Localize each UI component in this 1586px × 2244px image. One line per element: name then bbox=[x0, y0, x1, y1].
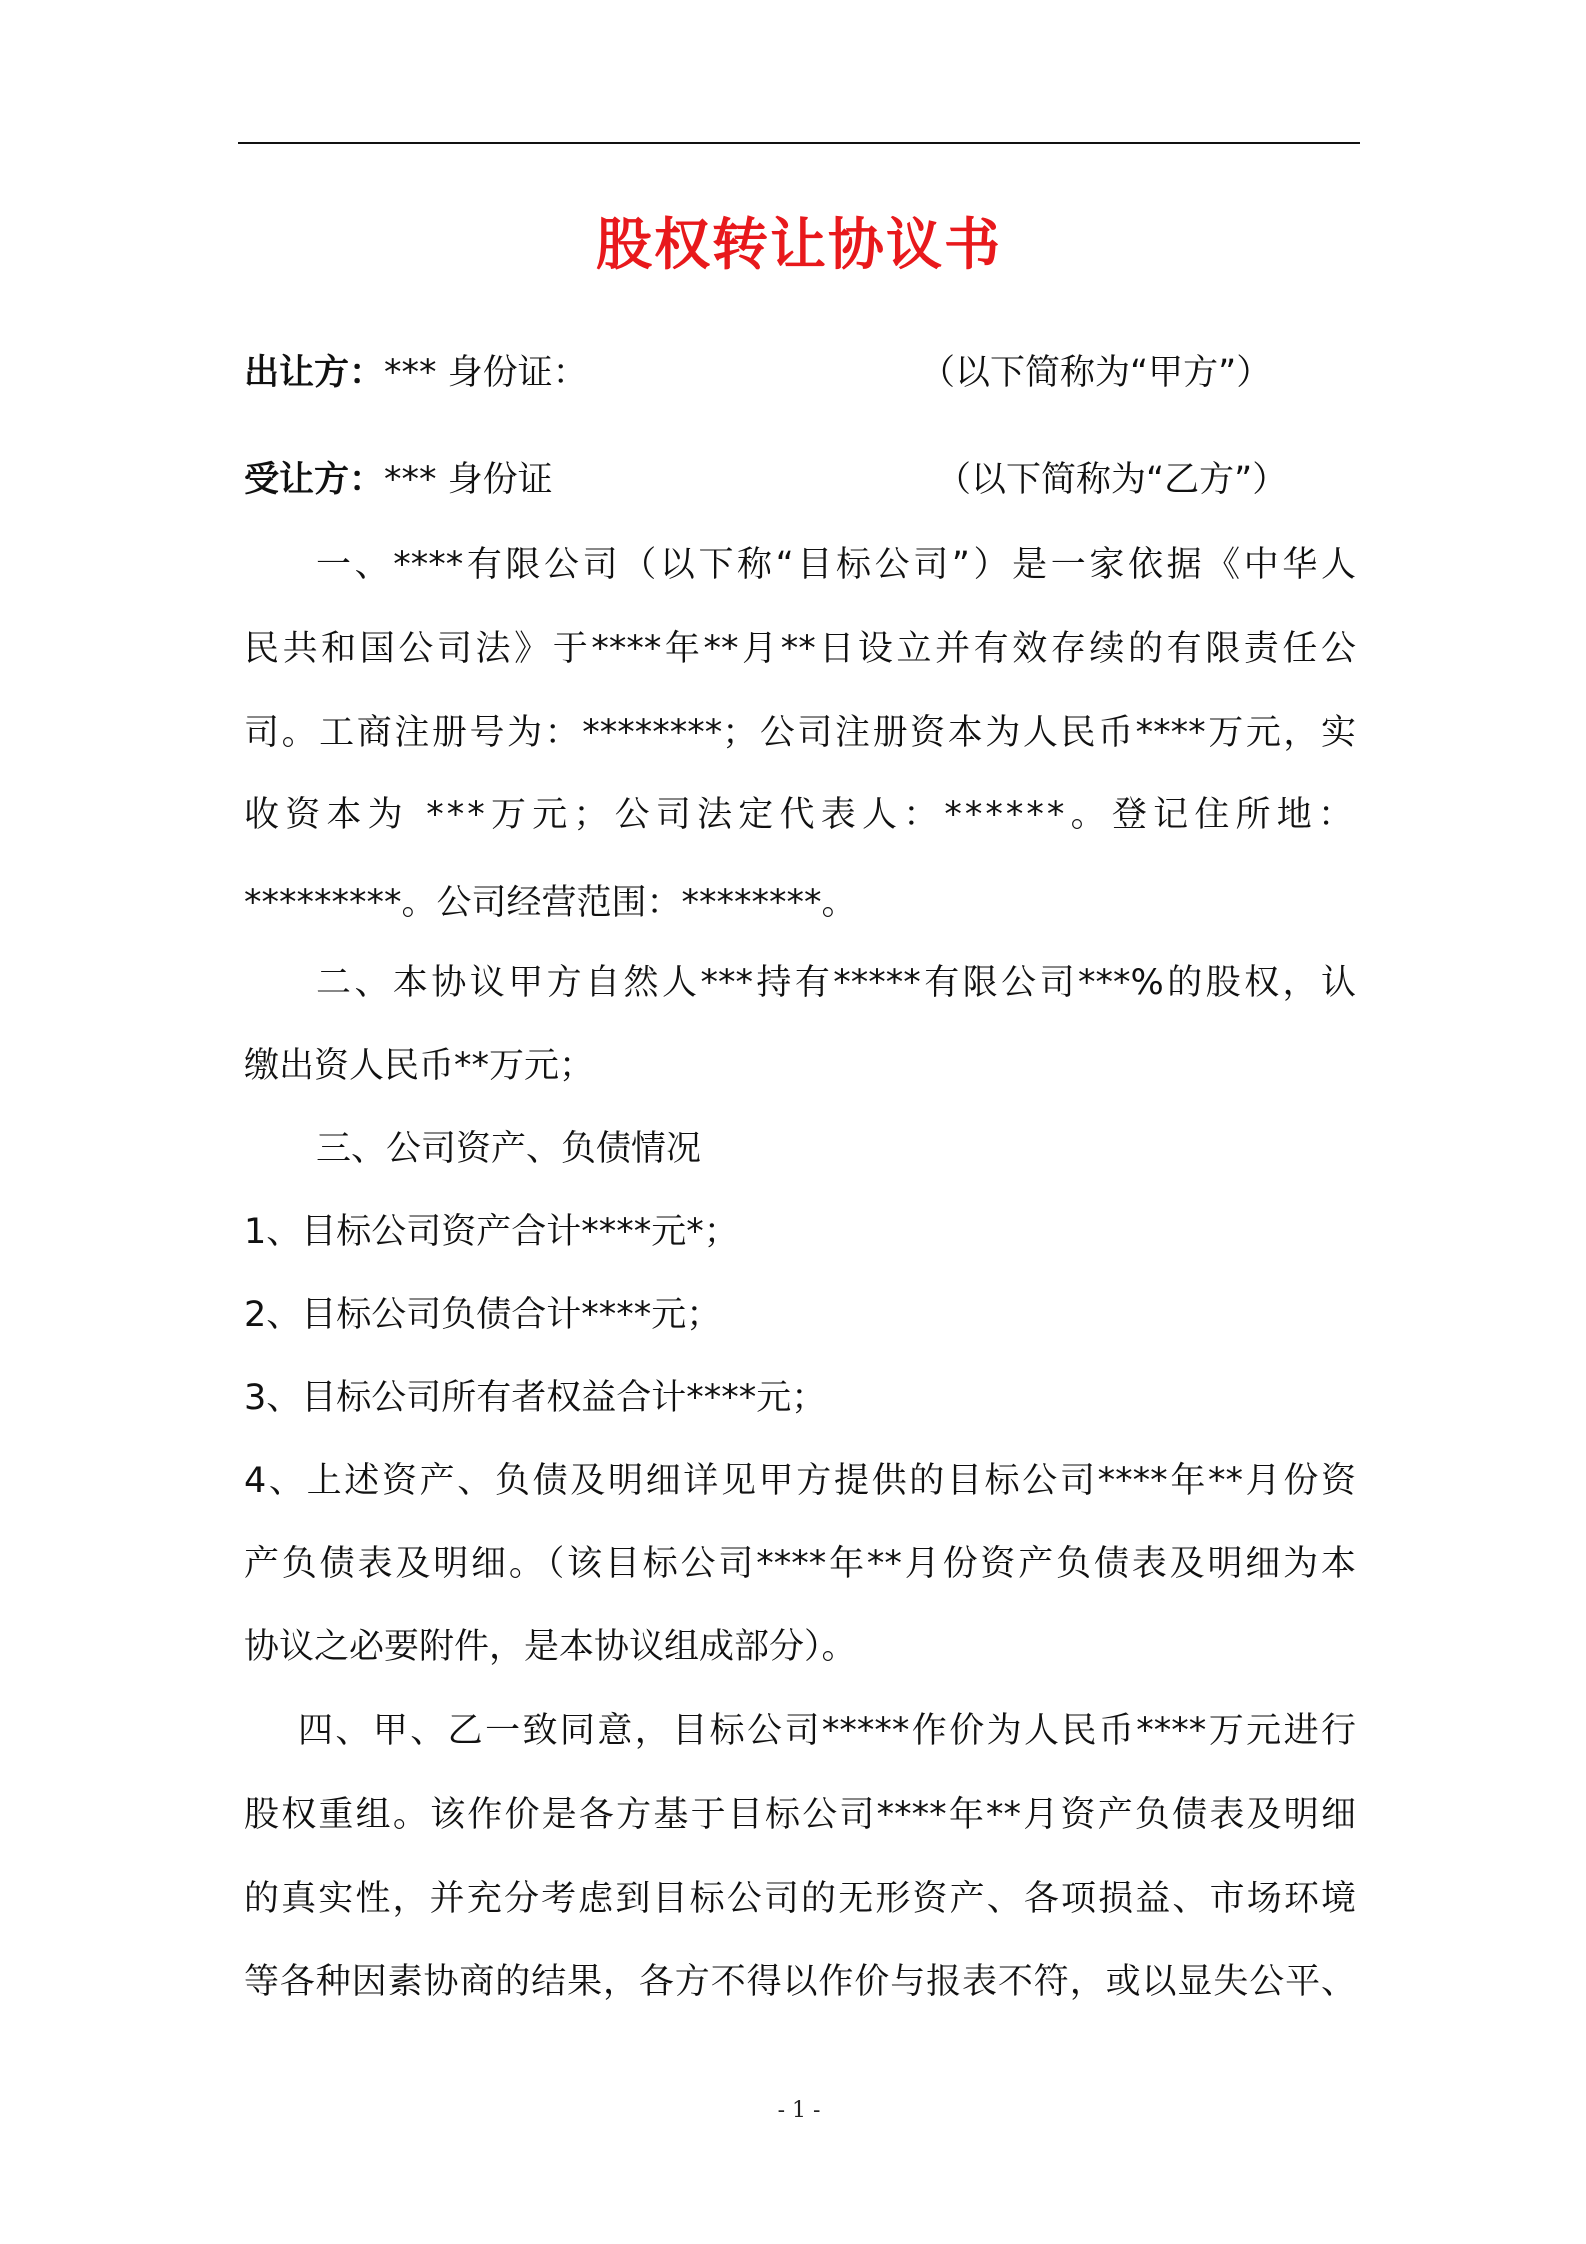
body-line: 股权重组。该作价是各方基于目标公司****年**月资产负债表及明细 bbox=[244, 1795, 1356, 1835]
body-line: *********。公司经营范围：********。 bbox=[244, 883, 857, 923]
body-line: 等各种因素协商的结果，各方不得以作价与报表不符，或以显失公平、 bbox=[244, 1962, 1356, 2002]
header-rule bbox=[238, 142, 1360, 144]
body-line: 司。工商注册号为：********；公司注册资本为人民币****万元，实 bbox=[244, 713, 1356, 753]
transferor-note: （以下简称为“甲方”） bbox=[920, 353, 1272, 393]
transferee-line bbox=[244, 455, 1356, 505]
transferee-text: *** 身份证 bbox=[384, 460, 553, 500]
section-heading: 三、公司资产、负债情况 bbox=[316, 1129, 702, 1169]
body-line: 的真实性，并充分考虑到目标公司的无形资产、各项损益、市场环境 bbox=[244, 1879, 1356, 1919]
list-item: 1、目标公司资产合计****元*； bbox=[244, 1212, 739, 1252]
list-item: 2、目标公司负债合计****元； bbox=[244, 1295, 722, 1335]
body-line: 协议之必要附件，是本协议组成部分）。 bbox=[244, 1627, 857, 1667]
body-line: 产负债表及明细。（该目标公司****年**月份资产负债表及明细为本 bbox=[244, 1544, 1356, 1584]
page-number: - 1 - bbox=[777, 2098, 821, 2123]
transferee-note: （以下简称为“乙方”） bbox=[936, 460, 1288, 500]
body-line: 二、本协议甲方自然人***持有*****有限公司***%的股权，认 bbox=[316, 963, 1356, 1003]
body-line: 一、****有限公司（以下称“目标公司”）是一家依据《中华人 bbox=[316, 545, 1356, 585]
body-line: 收资本为 ***万元；公司法定代表人：******。登记住所地： bbox=[244, 795, 1356, 835]
transferor-line bbox=[244, 348, 1356, 398]
list-item: 4、上述资产、负债及明细详见甲方提供的目标公司****年**月份资 bbox=[244, 1461, 1356, 1501]
transferor-text: *** 身份证： bbox=[384, 353, 588, 393]
body-line: 缴出资人民币**万元； bbox=[244, 1046, 595, 1086]
body-line: 民共和国公司法》于****年**月**日设立并有效存续的有限责任公 bbox=[244, 629, 1356, 669]
body-line: 四、甲、乙一致同意，目标公司*****作价为人民币****万元进行 bbox=[298, 1711, 1356, 1751]
list-item: 3、目标公司所有者权益合计****元； bbox=[244, 1378, 827, 1418]
document-title: 股权转让协议书 bbox=[596, 213, 1002, 278]
transferor-label: 出让方： bbox=[244, 353, 385, 393]
transferee-label: 受让方： bbox=[244, 460, 385, 500]
